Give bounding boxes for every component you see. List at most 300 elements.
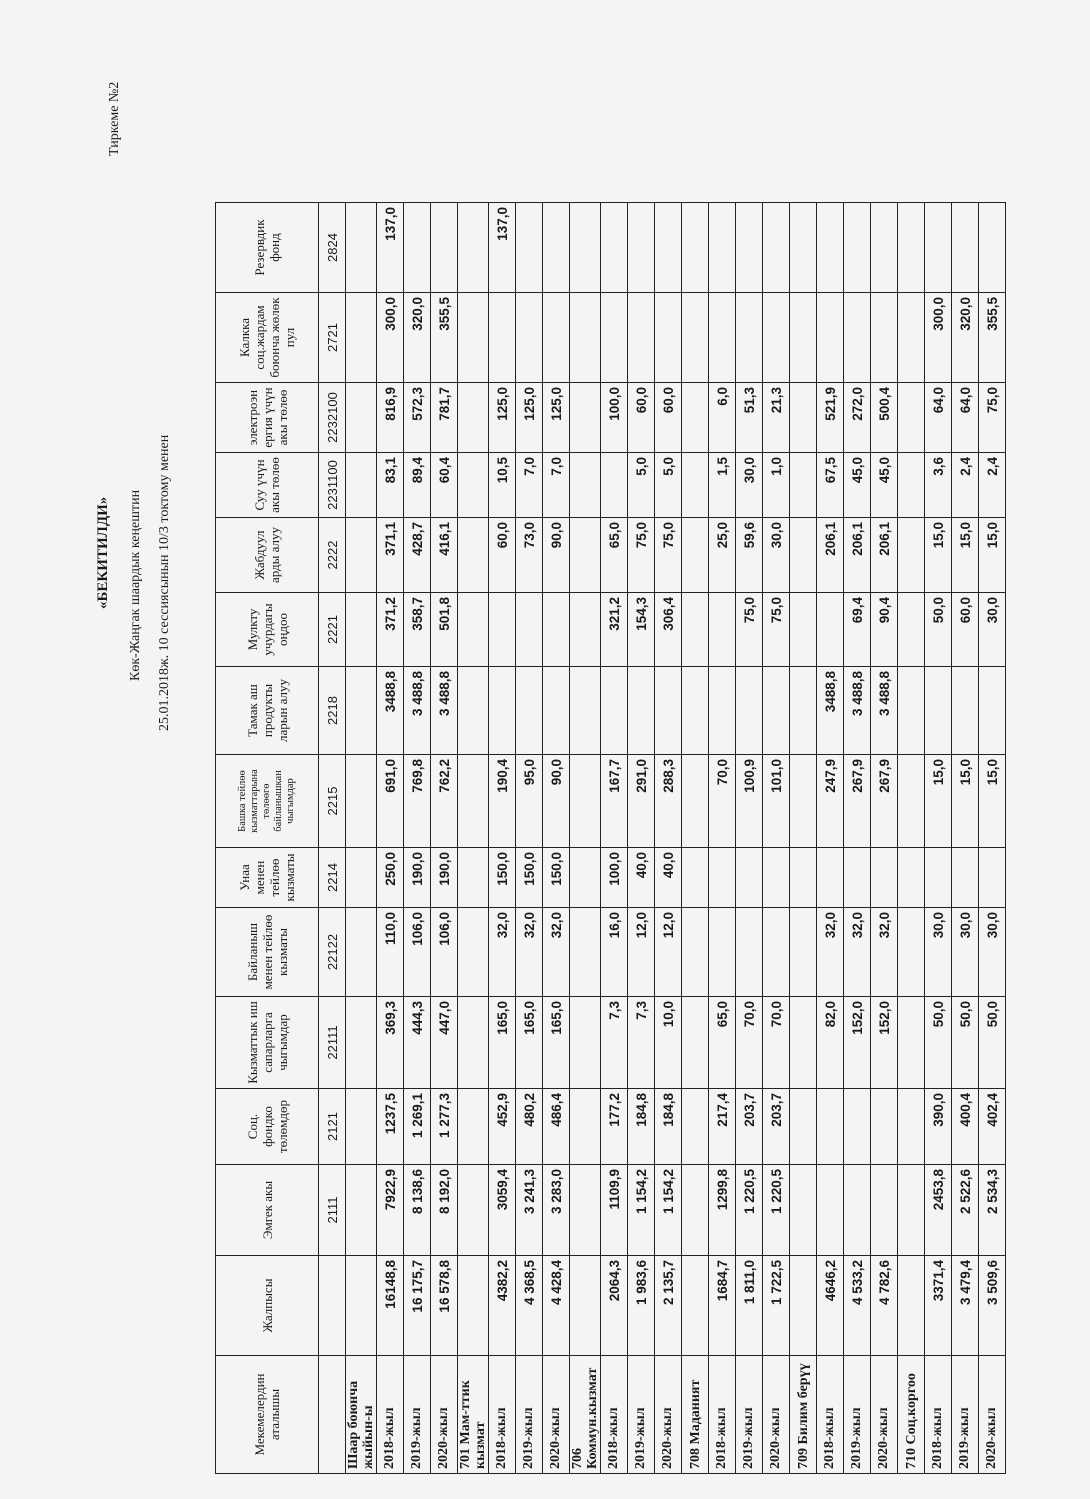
empty-cell <box>790 1089 817 1165</box>
empty-cell <box>682 1256 709 1356</box>
group-row <box>790 203 817 1474</box>
value-cell: 137,0 <box>377 203 404 293</box>
value-cell: 2 534,3 <box>979 1165 1006 1256</box>
value-cell: 90,4 <box>871 593 898 667</box>
empty-cell <box>682 593 709 667</box>
empty-cell <box>682 203 709 293</box>
value-cell: 3371,4 <box>925 1256 952 1356</box>
year-label: 2020-жыл <box>543 1356 570 1474</box>
value-cell <box>709 203 736 293</box>
column-header: Байланыш менен тейлөө кызматы <box>216 908 319 997</box>
value-cell <box>979 203 1006 293</box>
value-cell: 60,0 <box>489 518 516 593</box>
value-cell <box>844 1089 871 1165</box>
year-label: 2020-жыл <box>655 1356 682 1474</box>
value-cell: 75,0 <box>736 593 763 667</box>
value-cell: 1684,7 <box>709 1256 736 1356</box>
value-cell <box>709 667 736 755</box>
value-cell: 60,4 <box>431 453 458 518</box>
value-cell: 2453,8 <box>925 1165 952 1256</box>
empty-cell <box>790 1256 817 1356</box>
value-cell: 247,9 <box>817 755 844 848</box>
value-cell <box>736 848 763 908</box>
table-row <box>404 203 431 1474</box>
empty-cell <box>790 203 817 293</box>
year-label: 2019-жыл <box>844 1356 871 1474</box>
empty-cell <box>346 755 377 848</box>
value-cell: 3 488,8 <box>431 667 458 755</box>
column-code: 2231100 <box>319 453 346 518</box>
column-code: 2824 <box>319 203 346 293</box>
empty-cell <box>458 518 489 593</box>
table-row <box>979 203 1006 1474</box>
empty-cell <box>346 908 377 997</box>
value-cell: 21,3 <box>763 383 790 453</box>
value-cell: 7,3 <box>601 997 628 1089</box>
column-header: Кызматтык иш сапарларга чыгымдар <box>216 997 319 1089</box>
empty-cell <box>570 383 601 453</box>
year-label: 2019-жыл <box>404 1356 431 1474</box>
table-row <box>736 203 763 1474</box>
value-cell: 15,0 <box>979 755 1006 848</box>
value-cell: 1299,8 <box>709 1165 736 1256</box>
value-cell: 6,0 <box>709 383 736 453</box>
value-cell: 7922,9 <box>377 1165 404 1256</box>
document-header <box>0 0 220 1499</box>
value-cell: 40,0 <box>655 848 682 908</box>
value-cell <box>817 293 844 383</box>
empty-cell <box>346 1256 377 1356</box>
value-cell <box>763 908 790 997</box>
value-cell <box>925 667 952 755</box>
value-cell: 30,0 <box>736 453 763 518</box>
value-cell: 125,0 <box>516 383 543 453</box>
value-cell: 267,9 <box>844 755 871 848</box>
empty-cell <box>682 908 709 997</box>
value-cell <box>952 203 979 293</box>
value-cell: 90,0 <box>543 518 570 593</box>
empty-cell <box>458 667 489 755</box>
empty-cell <box>458 1165 489 1256</box>
value-cell <box>404 203 431 293</box>
table-row <box>543 203 570 1474</box>
value-cell <box>601 667 628 755</box>
year-label: 2018-жыл <box>817 1356 844 1474</box>
empty-cell <box>570 593 601 667</box>
value-cell: 125,0 <box>489 383 516 453</box>
year-label: 2020-жыл <box>431 1356 458 1474</box>
group-name: 708 Маданият <box>682 1356 709 1474</box>
value-cell: 769,8 <box>404 755 431 848</box>
value-cell: 447,0 <box>431 997 458 1089</box>
group-row <box>570 203 601 1474</box>
value-cell: 691,0 <box>377 755 404 848</box>
value-cell <box>763 293 790 383</box>
group-name: Шаар боюнча жыйын-ы <box>346 1356 377 1474</box>
value-cell: 60,0 <box>628 383 655 453</box>
table-row <box>763 203 790 1474</box>
value-cell: 321,2 <box>601 593 628 667</box>
empty-cell <box>898 1256 925 1356</box>
value-cell: 5,0 <box>655 453 682 518</box>
group-row <box>346 203 377 1474</box>
decree-reference: 25.01.2018ж. 10 сессиясынын 10/3 токтому менен <box>157 434 172 731</box>
empty-cell <box>458 908 489 997</box>
value-cell: 45,0 <box>871 453 898 518</box>
value-cell: 3 283,0 <box>543 1165 570 1256</box>
value-cell: 572,3 <box>404 383 431 453</box>
value-cell: 32,0 <box>871 908 898 997</box>
empty-cell <box>790 518 817 593</box>
empty-cell <box>790 997 817 1089</box>
empty-cell <box>898 383 925 453</box>
value-cell <box>925 203 952 293</box>
column-code: 2222 <box>319 518 346 593</box>
empty-cell <box>682 383 709 453</box>
empty-cell <box>570 667 601 755</box>
value-cell: 1 220,5 <box>736 1165 763 1256</box>
value-cell <box>979 667 1006 755</box>
value-cell: 1 220,5 <box>763 1165 790 1256</box>
value-cell: 83,1 <box>377 453 404 518</box>
empty-cell <box>682 667 709 755</box>
value-cell: 15,0 <box>925 518 952 593</box>
value-cell: 402,4 <box>979 1089 1006 1165</box>
value-cell: 65,0 <box>601 518 628 593</box>
empty-cell <box>458 848 489 908</box>
column-code: 22111 <box>319 997 346 1089</box>
table-row <box>601 203 628 1474</box>
value-cell: 75,0 <box>979 383 1006 453</box>
empty-cell <box>346 203 377 293</box>
value-cell: 1237,5 <box>377 1089 404 1165</box>
value-cell: 73,0 <box>516 518 543 593</box>
value-cell: 67,5 <box>817 453 844 518</box>
empty-cell <box>346 667 377 755</box>
value-cell: 2,4 <box>979 453 1006 518</box>
value-cell: 64,0 <box>952 383 979 453</box>
empty-cell <box>898 848 925 908</box>
appendix-number: Тиркеме №2 <box>107 81 122 156</box>
value-cell: 15,0 <box>925 755 952 848</box>
value-cell <box>543 203 570 293</box>
value-cell <box>871 1089 898 1165</box>
empty-cell <box>570 453 601 518</box>
value-cell: 3 488,8 <box>844 667 871 755</box>
value-cell: 60,0 <box>952 593 979 667</box>
value-cell: 75,0 <box>655 518 682 593</box>
value-cell: 3059,4 <box>489 1165 516 1256</box>
empty-cell <box>682 1089 709 1165</box>
empty-cell <box>790 383 817 453</box>
year-label: 2019-жыл <box>628 1356 655 1474</box>
empty-cell <box>570 755 601 848</box>
group-name: 709 Билим берүү <box>790 1356 817 1474</box>
empty-cell <box>570 848 601 908</box>
value-cell: 288,3 <box>655 755 682 848</box>
value-cell: 150,0 <box>516 848 543 908</box>
empty-cell <box>346 383 377 453</box>
column-code: 2214 <box>319 848 346 908</box>
value-cell: 100,0 <box>601 383 628 453</box>
value-cell: 95,0 <box>516 755 543 848</box>
value-cell: 781,7 <box>431 383 458 453</box>
value-cell <box>763 848 790 908</box>
value-cell: 125,0 <box>543 383 570 453</box>
value-cell: 4 368,5 <box>516 1256 543 1356</box>
value-cell: 16 578,8 <box>431 1256 458 1356</box>
value-cell <box>489 593 516 667</box>
value-cell: 32,0 <box>543 908 570 997</box>
value-cell <box>817 593 844 667</box>
value-cell <box>844 293 871 383</box>
value-cell: 3 479,4 <box>952 1256 979 1356</box>
empty-cell <box>898 1165 925 1256</box>
value-cell: 4 428,4 <box>543 1256 570 1356</box>
empty-cell <box>790 593 817 667</box>
value-cell <box>871 293 898 383</box>
value-cell <box>817 1165 844 1256</box>
year-label: 2019-жыл <box>952 1356 979 1474</box>
column-header: электроэн ергия үчүн акы төлөө <box>216 383 319 453</box>
value-cell: 371,2 <box>377 593 404 667</box>
value-cell <box>844 1165 871 1256</box>
value-cell: 70,0 <box>736 997 763 1089</box>
column-header: Унаа менен тейлөө кызматы <box>216 848 319 908</box>
empty-cell <box>898 997 925 1089</box>
value-cell: 416,1 <box>431 518 458 593</box>
value-cell: 10,5 <box>489 453 516 518</box>
value-cell: 2 135,7 <box>655 1256 682 1356</box>
value-cell: 3 488,8 <box>871 667 898 755</box>
value-cell <box>601 293 628 383</box>
column-header: Мулкту учурдагы оңдоо <box>216 593 319 667</box>
value-cell: 25,0 <box>709 518 736 593</box>
value-cell: 64,0 <box>925 383 952 453</box>
year-label: 2020-жыл <box>871 1356 898 1474</box>
empty-cell <box>570 203 601 293</box>
value-cell: 521,9 <box>817 383 844 453</box>
value-cell: 150,0 <box>543 848 570 908</box>
value-cell: 355,5 <box>979 293 1006 383</box>
value-cell: 50,0 <box>925 997 952 1089</box>
value-cell: 371,1 <box>377 518 404 593</box>
value-cell: 390,0 <box>925 1089 952 1165</box>
column-header: Башка тейлөө кызматтарына төлөөгө байланышкан чыгымдар <box>216 755 319 848</box>
column-header: Тамак аш продукты ларын алуу <box>216 667 319 755</box>
value-cell: 32,0 <box>516 908 543 997</box>
empty-cell <box>570 1165 601 1256</box>
value-cell: 32,0 <box>489 908 516 997</box>
value-cell: 3488,8 <box>377 667 404 755</box>
group-name: 701 Мам-ттик кызмат <box>458 1356 489 1474</box>
column-code: 2121 <box>319 1089 346 1165</box>
value-cell: 150,0 <box>489 848 516 908</box>
value-cell: 1 811,0 <box>736 1256 763 1356</box>
budget-table <box>215 202 1006 1474</box>
empty-cell <box>682 293 709 383</box>
value-cell: 7,0 <box>543 453 570 518</box>
column-code <box>319 1356 346 1474</box>
value-cell: 106,0 <box>404 908 431 997</box>
value-cell: 217,4 <box>709 1089 736 1165</box>
value-cell <box>844 203 871 293</box>
value-cell: 3488,8 <box>817 667 844 755</box>
column-code: 2232100 <box>319 383 346 453</box>
value-cell <box>736 293 763 383</box>
table-row <box>844 203 871 1474</box>
value-cell: 4646,2 <box>817 1256 844 1356</box>
group-row <box>458 203 489 1474</box>
empty-cell <box>790 1165 817 1256</box>
empty-cell <box>682 518 709 593</box>
year-label: 2018-жыл <box>709 1356 736 1474</box>
value-cell <box>925 848 952 908</box>
value-cell: 300,0 <box>925 293 952 383</box>
value-cell <box>516 593 543 667</box>
value-cell <box>543 593 570 667</box>
value-cell <box>736 908 763 997</box>
value-cell: 154,3 <box>628 593 655 667</box>
value-cell: 12,0 <box>628 908 655 997</box>
table-row <box>817 203 844 1474</box>
empty-cell <box>346 518 377 593</box>
value-cell: 70,0 <box>709 755 736 848</box>
value-cell: 69,4 <box>844 593 871 667</box>
table-row <box>709 203 736 1474</box>
value-cell <box>709 908 736 997</box>
value-cell <box>601 453 628 518</box>
value-cell: 165,0 <box>489 997 516 1089</box>
empty-cell <box>790 755 817 848</box>
value-cell: 110,0 <box>377 908 404 997</box>
value-cell: 2 522,6 <box>952 1165 979 1256</box>
empty-cell <box>790 848 817 908</box>
value-cell: 355,5 <box>431 293 458 383</box>
empty-cell <box>790 453 817 518</box>
value-cell: 816,9 <box>377 383 404 453</box>
value-cell: 291,0 <box>628 755 655 848</box>
value-cell: 101,0 <box>763 755 790 848</box>
value-cell: 89,4 <box>404 453 431 518</box>
value-cell <box>817 848 844 908</box>
empty-cell <box>570 518 601 593</box>
value-cell <box>871 1165 898 1256</box>
value-cell <box>709 848 736 908</box>
column-code: 2215 <box>319 755 346 848</box>
empty-cell <box>570 997 601 1089</box>
table-row <box>871 203 898 1474</box>
value-cell: 70,0 <box>763 997 790 1089</box>
table-row <box>489 203 516 1474</box>
value-cell: 3,6 <box>925 453 952 518</box>
value-cell: 100,9 <box>736 755 763 848</box>
value-cell: 452,9 <box>489 1089 516 1165</box>
value-cell: 4382,2 <box>489 1256 516 1356</box>
value-cell: 3 241,3 <box>516 1165 543 1256</box>
value-cell <box>871 203 898 293</box>
value-cell <box>655 203 682 293</box>
value-cell: 50,0 <box>979 997 1006 1089</box>
value-cell <box>979 848 1006 908</box>
value-cell: 30,0 <box>979 593 1006 667</box>
empty-cell <box>346 453 377 518</box>
value-cell: 306,4 <box>655 593 682 667</box>
value-cell: 30,0 <box>925 908 952 997</box>
value-cell: 2064,3 <box>601 1256 628 1356</box>
column-header: Жабдуул арды алуу <box>216 518 319 593</box>
value-cell: 267,9 <box>871 755 898 848</box>
empty-cell <box>898 293 925 383</box>
value-cell <box>628 293 655 383</box>
value-cell: 165,0 <box>516 997 543 1089</box>
value-cell <box>516 203 543 293</box>
empty-cell <box>790 667 817 755</box>
empty-cell <box>790 908 817 997</box>
value-cell: 51,3 <box>736 383 763 453</box>
value-cell: 82,0 <box>817 997 844 1089</box>
empty-cell <box>458 453 489 518</box>
value-cell: 137,0 <box>489 203 516 293</box>
column-code: 2221 <box>319 593 346 667</box>
value-cell: 500,4 <box>871 383 898 453</box>
empty-cell <box>898 755 925 848</box>
value-cell: 480,2 <box>516 1089 543 1165</box>
value-cell: 1 154,2 <box>628 1165 655 1256</box>
empty-cell <box>458 1089 489 1165</box>
value-cell: 16 175,7 <box>404 1256 431 1356</box>
empty-cell <box>570 1256 601 1356</box>
year-label: 2018-жыл <box>925 1356 952 1474</box>
empty-cell <box>458 593 489 667</box>
value-cell: 184,8 <box>628 1089 655 1165</box>
value-cell: 184,8 <box>655 1089 682 1165</box>
value-cell: 8 192,0 <box>431 1165 458 1256</box>
value-cell: 203,7 <box>736 1089 763 1165</box>
table-row <box>952 203 979 1474</box>
value-cell: 190,4 <box>489 755 516 848</box>
column-header: Жалпысы <box>216 1256 319 1356</box>
value-cell: 8 138,6 <box>404 1165 431 1256</box>
column-header: Суу үчүн акы төлөө <box>216 453 319 518</box>
value-cell: 106,0 <box>431 908 458 997</box>
value-cell <box>844 848 871 908</box>
value-cell: 3 488,8 <box>404 667 431 755</box>
value-cell: 5,0 <box>628 453 655 518</box>
empty-cell <box>570 1089 601 1165</box>
value-cell <box>736 667 763 755</box>
empty-cell <box>570 908 601 997</box>
empty-cell <box>898 908 925 997</box>
value-cell: 40,0 <box>628 848 655 908</box>
value-cell: 1 269,1 <box>404 1089 431 1165</box>
value-cell: 250,0 <box>377 848 404 908</box>
value-cell: 320,0 <box>404 293 431 383</box>
column-header: Мекемелердин аталышы <box>216 1356 319 1474</box>
column-header: Соц. фондко төлөмдөр <box>216 1089 319 1165</box>
value-cell: 1 722,5 <box>763 1256 790 1356</box>
table-row <box>431 203 458 1474</box>
empty-cell <box>458 383 489 453</box>
value-cell: 358,7 <box>404 593 431 667</box>
value-cell: 203,7 <box>763 1089 790 1165</box>
value-cell <box>516 667 543 755</box>
value-cell: 167,7 <box>601 755 628 848</box>
empty-cell <box>682 755 709 848</box>
year-label: 2020-жыл <box>763 1356 790 1474</box>
year-label: 2019-жыл <box>736 1356 763 1474</box>
value-cell: 12,0 <box>655 908 682 997</box>
